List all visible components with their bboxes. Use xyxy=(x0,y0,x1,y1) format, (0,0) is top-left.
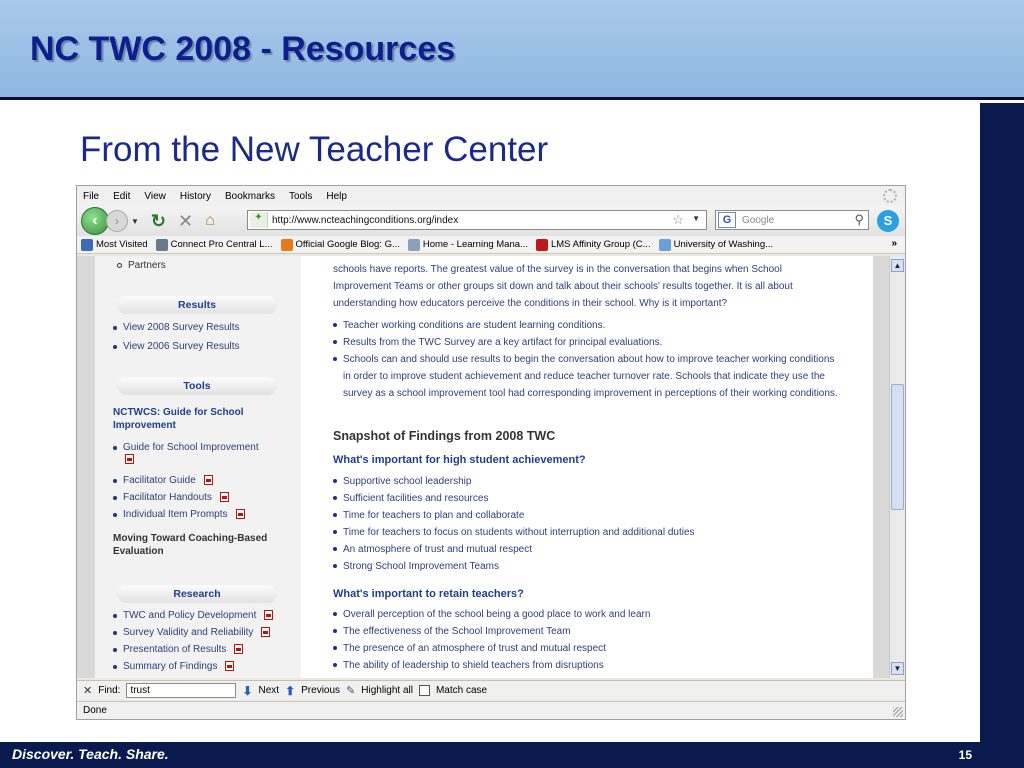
bookmark-connect-pro[interactable]: Connect Pro Central L... xyxy=(156,239,273,251)
page-sidebar xyxy=(95,256,301,678)
page-content xyxy=(77,256,889,678)
pdf-icon xyxy=(234,644,243,654)
right-gutter xyxy=(873,256,889,678)
sidebar-heading-tools: Tools xyxy=(117,377,277,395)
highlighter-icon: ✎ xyxy=(346,685,356,697)
list-item: The presence of an atmosphere of trust and mutual respect xyxy=(333,640,843,657)
sidebar-item-facilitator-handouts[interactable]: Facilitator Handouts xyxy=(113,492,229,504)
menu-bookmarks[interactable]: Bookmarks xyxy=(224,190,275,202)
list-item: The effectiveness of the School Improvement Team xyxy=(333,623,843,640)
list-item: Strong School Improvement Teams xyxy=(333,558,843,575)
list-item: Time for teachers to focus on students without interruption and additional duties xyxy=(333,524,843,541)
achievement-heading: What's important for high student achievement? xyxy=(333,454,586,466)
find-input[interactable]: trust xyxy=(126,683,236,698)
bookmarks-more-icon[interactable]: » xyxy=(891,238,897,249)
sidebar-link-coaching-evaluation[interactable]: Moving Toward Coaching-Based Evaluation xyxy=(113,533,268,557)
pdf-icon xyxy=(236,509,245,519)
browser-window xyxy=(76,185,906,720)
list-item: Sufficient facilities and resources xyxy=(333,490,843,507)
find-bar xyxy=(77,680,905,700)
menu-edit[interactable]: Edit xyxy=(113,190,131,202)
sidebar-heading-research: Research xyxy=(117,585,277,603)
right-decorative-bar xyxy=(980,103,1024,743)
bookmark-learning[interactable]: Home - Learning Mana... xyxy=(408,239,528,251)
list-item: Supportive school leadership xyxy=(333,473,843,490)
bookmarks-toolbar xyxy=(77,236,905,254)
retain-heading: What's important to retain teachers? xyxy=(333,588,524,600)
sidebar-link-guide-for-school-improvement[interactable]: NCTWCS: Guide for School Improvement xyxy=(113,407,244,431)
lms-icon xyxy=(536,239,548,251)
blogger-icon xyxy=(281,239,293,251)
sidebar-item-facilitator-guide[interactable]: Facilitator Guide xyxy=(113,475,213,487)
footer-bar xyxy=(0,742,1024,768)
google-engine-icon[interactable]: G xyxy=(718,212,736,228)
pdf-icon xyxy=(225,661,234,671)
page-number: 15 xyxy=(958,748,972,762)
footer-tagline: Discover. Teach. Share. xyxy=(12,746,169,762)
sidebar-item-survey-validity[interactable]: Survey Validity and Reliability xyxy=(113,627,270,639)
back-button[interactable]: ‹ xyxy=(81,207,109,235)
search-icon[interactable]: ⚲ xyxy=(854,212,864,227)
list-item: Overall perception of the school being a good place to work and learn xyxy=(333,606,843,623)
pdf-icon xyxy=(264,610,273,620)
find-label: Find: xyxy=(98,685,121,696)
reload-icon[interactable]: ↻ xyxy=(150,210,167,231)
vertical-scrollbar[interactable] xyxy=(889,256,905,678)
scroll-down-icon[interactable]: ▼ xyxy=(891,662,904,675)
sidebar-item-guide[interactable]: Guide for School Improvement xyxy=(113,442,283,467)
url-bar[interactable] xyxy=(247,210,707,230)
bookmark-google-blog[interactable]: Official Google Blog: G... xyxy=(281,239,400,251)
pdf-icon xyxy=(261,627,270,637)
search-placeholder[interactable]: Google xyxy=(742,214,775,226)
menu-file[interactable]: File xyxy=(83,190,100,202)
sidebar-item-summary[interactable]: Summary of Findings xyxy=(113,661,234,673)
pdf-icon xyxy=(125,454,134,464)
most-visited-icon xyxy=(81,239,93,251)
learning-icon xyxy=(408,239,420,251)
bookmark-star-icon[interactable]: ☆ xyxy=(672,212,684,227)
list-item: An atmosphere of trust and mutual respect xyxy=(333,541,843,558)
sidebar-partners[interactable]: Partners xyxy=(117,260,166,272)
status-text: Done xyxy=(83,705,107,716)
arrow-up-icon[interactable]: ⬆ xyxy=(285,683,296,698)
pdf-icon xyxy=(204,475,213,485)
find-close-icon[interactable]: ✕ xyxy=(83,685,93,697)
menu-view[interactable]: View xyxy=(144,190,166,202)
left-gutter xyxy=(77,256,95,678)
find-previous-button[interactable]: Previous xyxy=(301,685,341,696)
sidebar-item-twc-policy[interactable]: TWC and Policy Development xyxy=(113,610,273,622)
menu-bar xyxy=(77,186,905,206)
highlight-all-button[interactable]: Highlight all xyxy=(361,685,413,696)
home-icon[interactable]: ⌂ xyxy=(205,212,215,229)
sidebar-item-2008-results[interactable]: View 2008 Survey Results xyxy=(113,322,240,334)
pdf-icon xyxy=(220,492,229,502)
list-item: Results from the TWC Survey are a key artifact for principal evaluations. xyxy=(333,334,843,351)
list-item: The ability of leadership to shield teachers from disruptions xyxy=(333,657,843,674)
slide-title: NC TWC 2008 - Resources xyxy=(30,30,456,68)
url-dropdown-icon[interactable]: ▼ xyxy=(692,214,700,223)
bookmark-lms[interactable]: LMS Affinity Group (C... xyxy=(536,239,651,251)
menu-help[interactable]: Help xyxy=(326,190,347,202)
page-icon xyxy=(659,239,671,251)
intro-paragraph: schools have reports. The greatest value of the survey is in the conversation that begins when School Improvement Teams or other groups sit down and talk about their schools' results together. It is all about understanding how educators perceive the conditions in their school. Why is it important? xyxy=(333,264,793,309)
forward-button[interactable]: › xyxy=(106,210,128,232)
sidebar-item-presentation[interactable]: Presentation of Results xyxy=(113,644,243,656)
find-next-button[interactable]: Next xyxy=(258,685,280,696)
search-bar[interactable] xyxy=(715,210,869,230)
list-item: Schools can and should use results to begin the conversation about how to improve teacher working conditions in order to improve student achievement and reduce teacher turnover rate. Schools that indicate they use the survey as a school improvement tool had corresponding improvement in perceptions of their working conditions. xyxy=(333,351,843,402)
slide-subtitle: From the New Teacher Center xyxy=(80,130,549,169)
menu-tools[interactable]: Tools xyxy=(289,190,313,202)
resize-grip-icon[interactable] xyxy=(893,707,903,717)
list-item: Teacher working conditions are student learning conditions. xyxy=(333,317,843,334)
status-bar xyxy=(77,701,905,719)
navigation-toolbar xyxy=(77,206,905,236)
match-case-label[interactable]: Match case xyxy=(435,685,488,696)
sidebar-item-item-prompts[interactable]: Individual Item Prompts xyxy=(113,509,245,521)
bookmark-uw[interactable]: University of Washing... xyxy=(659,239,773,251)
match-case-checkbox[interactable] xyxy=(419,685,430,696)
snapshot-heading: Snapshot of Findings from 2008 TWC xyxy=(333,429,556,443)
menu-history[interactable]: History xyxy=(179,190,211,202)
connect-icon xyxy=(156,239,168,251)
site-identity-icon[interactable]: ✦ xyxy=(250,212,268,228)
url-text[interactable]: http://www.ncteachingconditions.org/index xyxy=(272,214,459,226)
bookmark-most-visited[interactable]: Most Visited xyxy=(81,239,148,251)
list-item: Time for teachers to plan and collaborate xyxy=(333,507,843,524)
scrollbar-thumb[interactable] xyxy=(891,384,904,510)
sidebar-heading-results: Results xyxy=(117,296,277,314)
title-bar xyxy=(0,0,1024,100)
throbber-icon xyxy=(883,189,897,203)
skype-icon[interactable]: S xyxy=(877,210,899,232)
sidebar-item-2006-results[interactable]: View 2006 Survey Results xyxy=(113,341,240,353)
scroll-up-icon[interactable]: ▲ xyxy=(891,259,904,272)
history-dropdown-icon[interactable]: ▼ xyxy=(131,216,139,226)
stop-icon[interactable]: ✕ xyxy=(178,210,194,231)
arrow-down-icon[interactable]: ⬇ xyxy=(242,683,253,698)
